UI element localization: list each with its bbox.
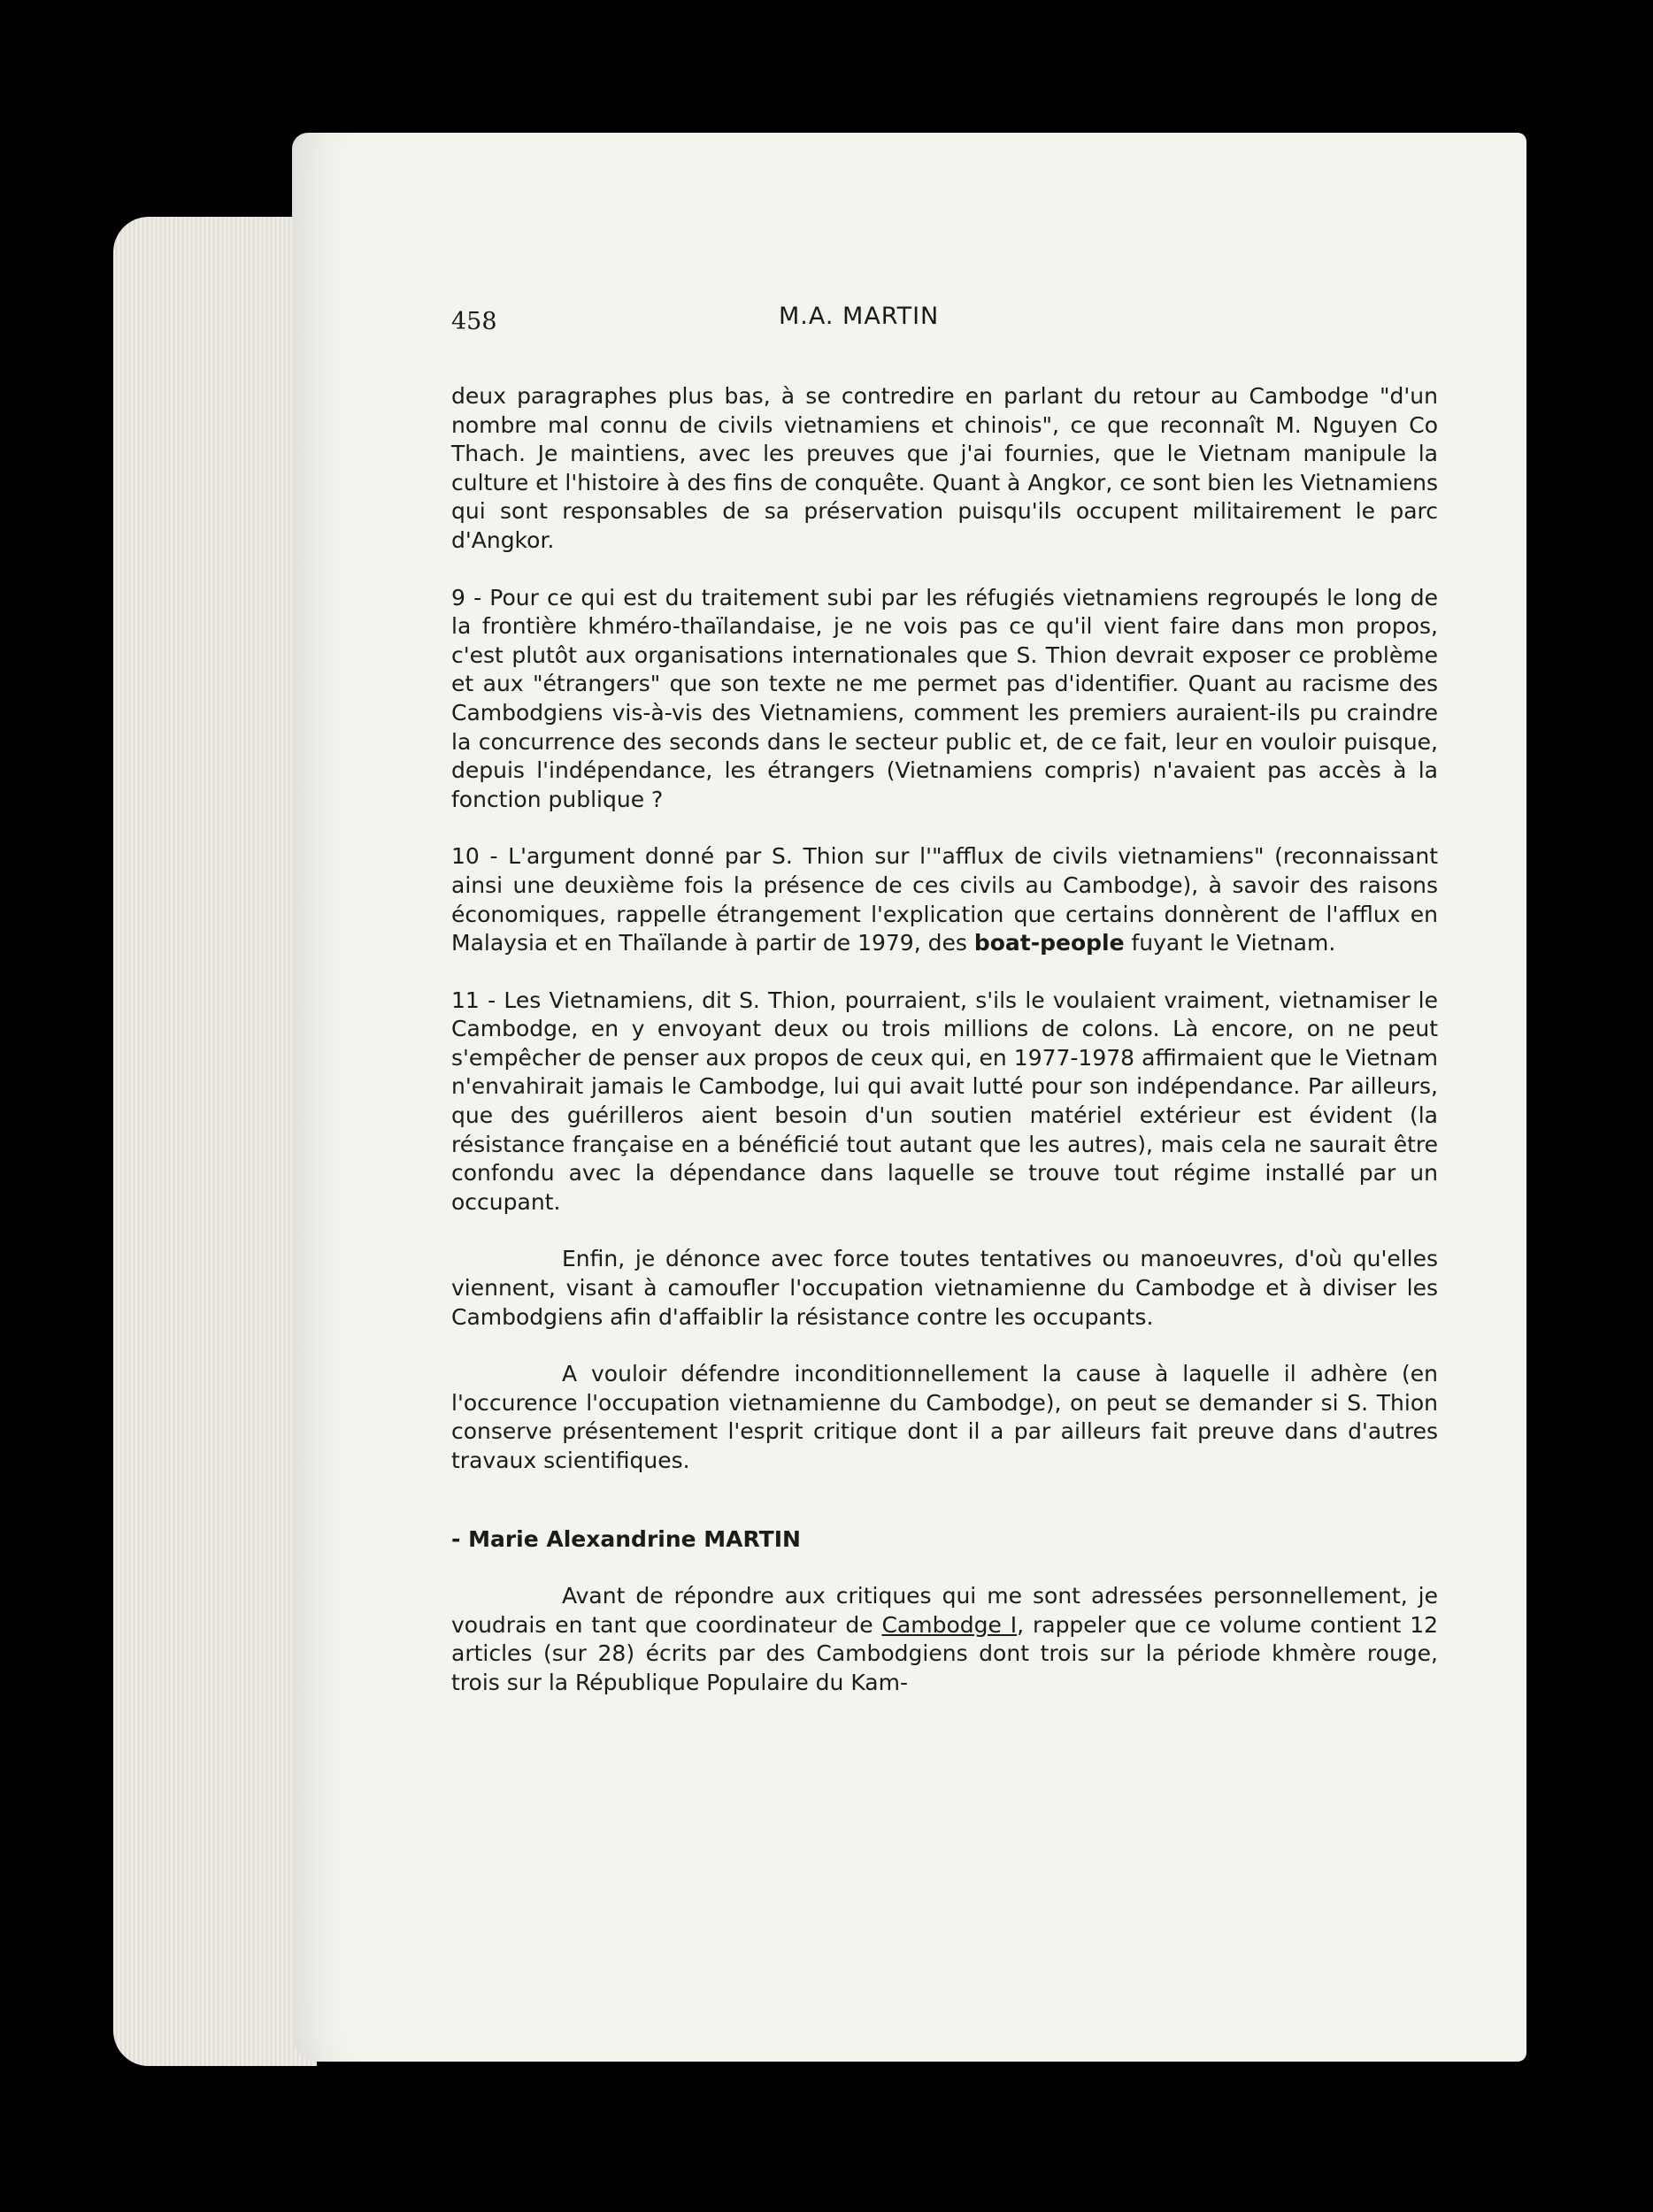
paragraph-response-end: , rappeler que ce volume contient 12 articles (sur 28) écrits par des Cambodgiens dont trois sur la période khmère rouge, trois sur la République Populaire du Kam-: [451, 1611, 1439, 1695]
section-heading: - Marie Alexandrine MARTIN: [451, 1525, 801, 1552]
page-number: 458: [451, 308, 497, 335]
paragraph-11: 11 - Les Vietnamiens, dit S. Thion, pourraient, s'ils le voulaient vraiment, vietnamiser le Cambodge, en y envoyant deux ou trois millions de colons. Là encore, on ne peut s'empêcher de penser aux propos de ceux qui, en 1977-1978 affirmaient que le Vietnam n'envahirait jamais le Cambodge, lui qui avait lutté pour son indépendance. Par ailleurs, que des guérilleros aient besoin d'un soutien matériel extérieur est évident (la résistance française en a bénéficié tout autant que les autres), mais cela ne saurait être confondu avec la dépendance dans laquelle se trouve tout régime installé par un occupant.: [451, 987, 1438, 1215]
paragraph-enfin: Enfin, je dénonce avec force toutes tentatives ou manoeuvres, d'où qu'elles viennent, visant à camoufler l'occupation vietnamienne du Cambodge et à diviser les Cambodgiens afin d'affaiblir la résistance contre les occupants.: [451, 1246, 1438, 1330]
paragraph-response-text: Avant de répondre aux critiques qui me sont adressées personnellement, je voudrais en tant que coordinateur de: [451, 1583, 1438, 1638]
cambodge-title: Cambodge I: [881, 1611, 1018, 1638]
page-stack-edges: [113, 217, 317, 2066]
running-title: M.A. MARTIN: [779, 303, 940, 330]
paragraph-10-text: 10 - L'argument donné par S. Thion sur l'"afflux de civils vietnamiens" (reconnaissant ainsi une deuxième fois la présence de ces civils au Cambodge), à savoir des raisons économiques, rappelle étrangement l'explication que certains donnèrent de l'afflux en Malaysia et en Thaïlande à partir de 1979, des: [451, 843, 1438, 956]
page-header: [451, 303, 1460, 347]
paragraph-continuation: deux paragraphes plus bas, à se contredire en parlant du retour au Cambodge "d'un nombre mal connu de civils vietnamiens et chinois", ce que reconnaît M. Nguyen Co Thach. Je maintiens, avec les preuves que j'ai fournies, que le Vietnam manipule la culture et l'histoire à des fins de conquête. Quant à Angkor, ce sont bien les Vietnamiens qui sont responsables de sa préservation puisqu'ils occupent militairement le parc d'Angkor.: [451, 383, 1438, 553]
body-text: [451, 382, 1438, 1726]
paragraph-9: 9 - Pour ce qui est du traitement subi par les réfugiés vietnamiens regroupés le long de la frontière khméro-thaïlandaise, je ne vois pas ce qu'il vient faire dans mon propos, c'est plutôt aux organisations internationales que S. Thion devrait exposer ce problème et aux "étrangers" que son texte ne me permet pas d'identifier. Quant au racisme des Cambodgiens vis-à-vis des Vietnamiens, comment les premiers auraient-ils pu craindre la concurrence des seconds dans le secteur public et, de ce fait, leur en vouloir puisque, depuis l'indépendance, les étrangers (Vietnamiens compris) n'avaient pas accès à la fonction publique ?: [451, 584, 1438, 812]
paragraph-response: [451, 1582, 1438, 1697]
paragraph-10-end: fuyant le Vietnam.: [1124, 930, 1336, 956]
paragraph-conclusion: A vouloir défendre inconditionnellement la cause à laquelle il adhère (en l'occurence l'occupation vietnamienne du Cambodge), on peut se demander si S. Thion conserve présentement l'esprit critique dont il a par ailleurs fait preuve dans d'autres travaux scientifiques.: [451, 1361, 1438, 1473]
boat-people-term: boat-people: [973, 930, 1125, 956]
paragraph-10: [451, 842, 1438, 957]
